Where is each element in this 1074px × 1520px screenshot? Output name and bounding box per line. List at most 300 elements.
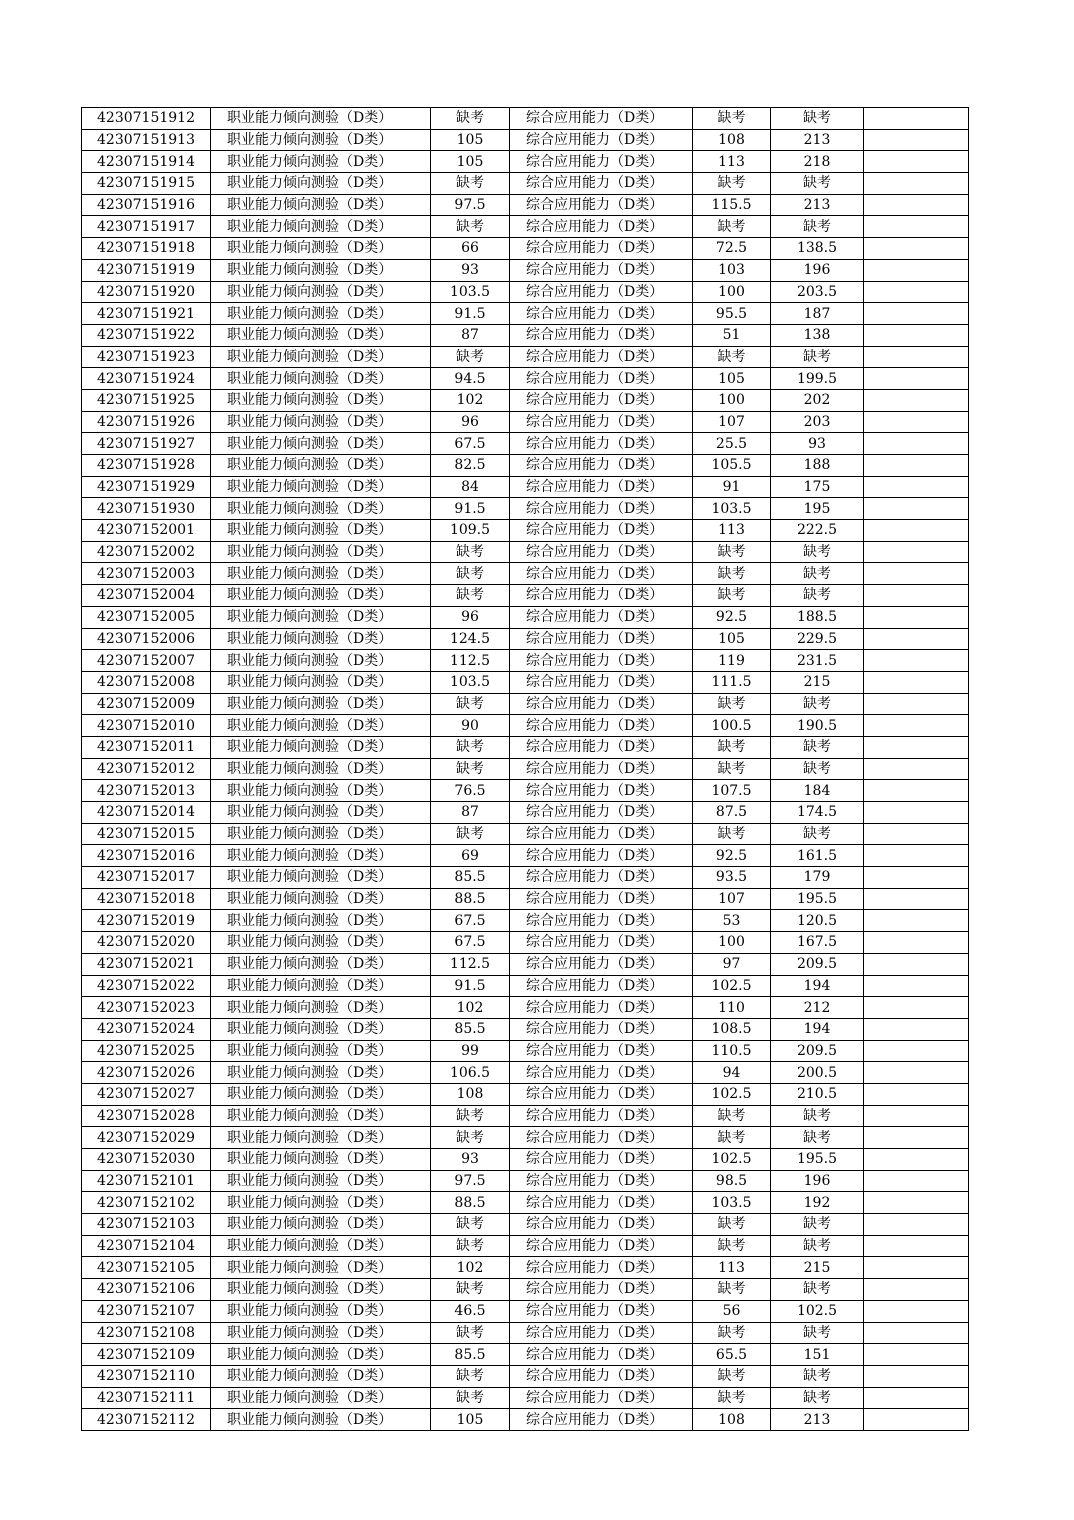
exam-id-cell: 42307151913: [82, 129, 211, 151]
exam-id-cell: 42307151930: [82, 498, 211, 520]
subject-b-cell: 综合应用能力（D类）: [510, 758, 693, 780]
subject-a-cell: 职业能力倾向测验（D类）: [211, 1344, 431, 1366]
exam-id-cell: 42307152101: [82, 1170, 211, 1192]
exam-id-cell: 42307152107: [82, 1300, 211, 1322]
table-row: [82, 1322, 969, 1344]
total-score-cell: 212: [771, 997, 864, 1019]
subject-a-cell: 职业能力倾向测验（D类）: [211, 693, 431, 715]
subject-b-cell: 综合应用能力（D类）: [510, 1105, 693, 1127]
exam-id-cell: 42307152109: [82, 1344, 211, 1366]
subject-b-cell: 综合应用能力（D类）: [510, 1192, 693, 1214]
exam-id-cell: 42307152026: [82, 1062, 211, 1084]
note-cell: [864, 780, 969, 802]
score-b-cell: 缺考: [693, 1105, 771, 1127]
subject-a-cell: 职业能力倾向测验（D类）: [211, 650, 431, 672]
score-a-cell: 108: [431, 1083, 510, 1105]
total-score-cell: 缺考: [771, 563, 864, 585]
total-score-cell: 167.5: [771, 932, 864, 954]
score-a-cell: 87: [431, 324, 510, 346]
subject-a-cell: 职业能力倾向测验（D类）: [211, 802, 431, 824]
subject-a-cell: 职业能力倾向测验（D类）: [211, 541, 431, 563]
score-a-cell: 99: [431, 1040, 510, 1062]
score-b-cell: 缺考: [693, 1235, 771, 1257]
score-b-cell: 102.5: [693, 1083, 771, 1105]
note-cell: [864, 129, 969, 151]
table-row: [82, 758, 969, 780]
table-row: [82, 910, 969, 932]
table-row: [82, 585, 969, 607]
subject-b-cell: 综合应用能力（D类）: [510, 129, 693, 151]
note-cell: [864, 1127, 969, 1149]
table-row: [82, 498, 969, 520]
score-b-cell: 87.5: [693, 802, 771, 824]
table-row: [82, 802, 969, 824]
score-a-cell: 106.5: [431, 1062, 510, 1084]
score-a-cell: 缺考: [431, 1322, 510, 1344]
note-cell: [864, 650, 969, 672]
total-score-cell: 缺考: [771, 585, 864, 607]
table-row: [82, 476, 969, 498]
score-b-cell: 72.5: [693, 238, 771, 260]
exam-id-cell: 42307152108: [82, 1322, 211, 1344]
subject-b-cell: 综合应用能力（D类）: [510, 671, 693, 693]
subject-b-cell: 综合应用能力（D类）: [510, 932, 693, 954]
score-b-cell: 53: [693, 910, 771, 932]
subject-b-cell: 综合应用能力（D类）: [510, 693, 693, 715]
subject-a-cell: 职业能力倾向测验（D类）: [211, 845, 431, 867]
note-cell: [864, 389, 969, 411]
total-score-cell: 213: [771, 1409, 864, 1431]
total-score-cell: 222.5: [771, 520, 864, 542]
total-score-cell: 215: [771, 671, 864, 693]
table-row: [82, 671, 969, 693]
table-row: [82, 1387, 969, 1409]
score-b-cell: 缺考: [693, 108, 771, 130]
score-a-cell: 88.5: [431, 1192, 510, 1214]
subject-a-cell: 职业能力倾向测验（D类）: [211, 303, 431, 325]
table-row: [82, 932, 969, 954]
score-b-cell: 缺考: [693, 585, 771, 607]
subject-a-cell: 职业能力倾向测验（D类）: [211, 259, 431, 281]
table-row: [82, 368, 969, 390]
total-score-cell: 187: [771, 303, 864, 325]
note-cell: [864, 194, 969, 216]
subject-b-cell: 综合应用能力（D类）: [510, 606, 693, 628]
table-row: [82, 411, 969, 433]
subject-b-cell: 综合应用能力（D类）: [510, 108, 693, 130]
exam-id-cell: 42307151927: [82, 433, 211, 455]
note-cell: [864, 498, 969, 520]
subject-b-cell: 综合应用能力（D类）: [510, 845, 693, 867]
total-score-cell: 175: [771, 476, 864, 498]
score-a-cell: 缺考: [431, 1387, 510, 1409]
score-a-cell: 88.5: [431, 888, 510, 910]
score-a-cell: 124.5: [431, 628, 510, 650]
table-row: [82, 563, 969, 585]
score-table: [81, 107, 969, 1431]
total-score-cell: 215: [771, 1257, 864, 1279]
subject-a-cell: 职业能力倾向测验（D类）: [211, 281, 431, 303]
note-cell: [864, 1279, 969, 1301]
subject-a-cell: 职业能力倾向测验（D类）: [211, 1127, 431, 1149]
note-cell: [864, 151, 969, 173]
score-b-cell: 95.5: [693, 303, 771, 325]
subject-a-cell: 职业能力倾向测验（D类）: [211, 1257, 431, 1279]
score-b-cell: 25.5: [693, 433, 771, 455]
subject-b-cell: 综合应用能力（D类）: [510, 1365, 693, 1387]
table-row: [82, 650, 969, 672]
subject-b-cell: 综合应用能力（D类）: [510, 1214, 693, 1236]
score-b-cell: 107: [693, 411, 771, 433]
exam-id-cell: 42307151923: [82, 346, 211, 368]
score-a-cell: 105: [431, 1409, 510, 1431]
note-cell: [864, 324, 969, 346]
score-a-cell: 94.5: [431, 368, 510, 390]
subject-a-cell: 职业能力倾向测验（D类）: [211, 1322, 431, 1344]
subject-b-cell: 综合应用能力（D类）: [510, 476, 693, 498]
table-row: [82, 346, 969, 368]
exam-id-cell: 42307152025: [82, 1040, 211, 1062]
note-cell: [864, 1257, 969, 1279]
score-b-cell: 缺考: [693, 1365, 771, 1387]
score-a-cell: 缺考: [431, 1127, 510, 1149]
score-a-cell: 96: [431, 411, 510, 433]
subject-a-cell: 职业能力倾向测验（D类）: [211, 736, 431, 758]
score-a-cell: 112.5: [431, 953, 510, 975]
subject-b-cell: 综合应用能力（D类）: [510, 411, 693, 433]
table-row: [82, 1300, 969, 1322]
subject-a-cell: 职业能力倾向测验（D类）: [211, 758, 431, 780]
subject-a-cell: 职业能力倾向测验（D类）: [211, 1192, 431, 1214]
score-a-cell: 102: [431, 389, 510, 411]
subject-b-cell: 综合应用能力（D类）: [510, 151, 693, 173]
note-cell: [864, 606, 969, 628]
total-score-cell: 缺考: [771, 1214, 864, 1236]
score-b-cell: 缺考: [693, 758, 771, 780]
score-a-cell: 84: [431, 476, 510, 498]
table-row: [82, 238, 969, 260]
note-cell: [864, 1040, 969, 1062]
note-cell: [864, 758, 969, 780]
score-a-cell: 85.5: [431, 1344, 510, 1366]
subject-b-cell: 综合应用能力（D类）: [510, 1149, 693, 1171]
total-score-cell: 缺考: [771, 823, 864, 845]
subject-b-cell: 综合应用能力（D类）: [510, 194, 693, 216]
subject-a-cell: 职业能力倾向测验（D类）: [211, 411, 431, 433]
total-score-cell: 190.5: [771, 715, 864, 737]
score-a-cell: 66: [431, 238, 510, 260]
score-b-cell: 103: [693, 259, 771, 281]
exam-id-cell: 42307152015: [82, 823, 211, 845]
exam-id-cell: 42307152007: [82, 650, 211, 672]
subject-b-cell: 综合应用能力（D类）: [510, 324, 693, 346]
score-b-cell: 97: [693, 953, 771, 975]
subject-a-cell: 职业能力倾向测验（D类）: [211, 1387, 431, 1409]
total-score-cell: 缺考: [771, 736, 864, 758]
table-row: [82, 1409, 969, 1431]
table-row: [82, 455, 969, 477]
score-a-cell: 91.5: [431, 975, 510, 997]
table-row: [82, 303, 969, 325]
table-row: [82, 520, 969, 542]
score-b-cell: 100: [693, 281, 771, 303]
subject-a-cell: 职业能力倾向测验（D类）: [211, 389, 431, 411]
total-score-cell: 缺考: [771, 1279, 864, 1301]
table-row: [82, 151, 969, 173]
note-cell: [864, 671, 969, 693]
subject-b-cell: 综合应用能力（D类）: [510, 736, 693, 758]
table-row: [82, 173, 969, 195]
exam-id-cell: 42307151922: [82, 324, 211, 346]
total-score-cell: 缺考: [771, 173, 864, 195]
score-a-cell: 缺考: [431, 823, 510, 845]
subject-a-cell: 职业能力倾向测验（D类）: [211, 194, 431, 216]
subject-b-cell: 综合应用能力（D类）: [510, 1387, 693, 1409]
score-b-cell: 108: [693, 1409, 771, 1431]
note-cell: [864, 932, 969, 954]
subject-b-cell: 综合应用能力（D类）: [510, 520, 693, 542]
subject-a-cell: 职业能力倾向测验（D类）: [211, 867, 431, 889]
total-score-cell: 202: [771, 389, 864, 411]
score-a-cell: 缺考: [431, 541, 510, 563]
note-cell: [864, 1018, 969, 1040]
note-cell: [864, 823, 969, 845]
note-cell: [864, 845, 969, 867]
score-a-cell: 85.5: [431, 1018, 510, 1040]
total-score-cell: 缺考: [771, 758, 864, 780]
table-row: [82, 693, 969, 715]
score-a-cell: 97.5: [431, 194, 510, 216]
subject-a-cell: 职业能力倾向测验（D类）: [211, 997, 431, 1019]
total-score-cell: 231.5: [771, 650, 864, 672]
subject-a-cell: 职业能力倾向测验（D类）: [211, 368, 431, 390]
table-row: [82, 129, 969, 151]
subject-b-cell: 综合应用能力（D类）: [510, 368, 693, 390]
note-cell: [864, 476, 969, 498]
exam-id-cell: 42307151917: [82, 216, 211, 238]
note-cell: [864, 910, 969, 932]
score-b-cell: 56: [693, 1300, 771, 1322]
score-b-cell: 110.5: [693, 1040, 771, 1062]
score-b-cell: 103.5: [693, 1192, 771, 1214]
total-score-cell: 188: [771, 455, 864, 477]
note-cell: [864, 736, 969, 758]
table-row: [82, 216, 969, 238]
score-b-cell: 缺考: [693, 693, 771, 715]
subject-a-cell: 职业能力倾向测验（D类）: [211, 1409, 431, 1431]
score-a-cell: 97.5: [431, 1170, 510, 1192]
total-score-cell: 192: [771, 1192, 864, 1214]
exam-id-cell: 42307152001: [82, 520, 211, 542]
score-b-cell: 91: [693, 476, 771, 498]
table-row: [82, 281, 969, 303]
exam-id-cell: 42307152022: [82, 975, 211, 997]
note-cell: [864, 997, 969, 1019]
subject-b-cell: 综合应用能力（D类）: [510, 780, 693, 802]
subject-b-cell: 综合应用能力（D类）: [510, 823, 693, 845]
note-cell: [864, 867, 969, 889]
table-row: [82, 953, 969, 975]
total-score-cell: 199.5: [771, 368, 864, 390]
score-b-cell: 51: [693, 324, 771, 346]
subject-b-cell: 综合应用能力（D类）: [510, 216, 693, 238]
score-a-cell: 102: [431, 1257, 510, 1279]
exam-id-cell: 42307151929: [82, 476, 211, 498]
score-b-cell: 92.5: [693, 845, 771, 867]
score-b-cell: 103.5: [693, 498, 771, 520]
total-score-cell: 210.5: [771, 1083, 864, 1105]
note-cell: [864, 802, 969, 824]
table-row: [82, 1018, 969, 1040]
score-a-cell: 缺考: [431, 173, 510, 195]
subject-a-cell: 职业能力倾向测验（D类）: [211, 1214, 431, 1236]
total-score-cell: 179: [771, 867, 864, 889]
score-a-cell: 缺考: [431, 736, 510, 758]
subject-a-cell: 职业能力倾向测验（D类）: [211, 823, 431, 845]
subject-a-cell: 职业能力倾向测验（D类）: [211, 780, 431, 802]
exam-id-cell: 42307152021: [82, 953, 211, 975]
subject-a-cell: 职业能力倾向测验（D类）: [211, 498, 431, 520]
exam-id-cell: 42307152112: [82, 1409, 211, 1431]
subject-b-cell: 综合应用能力（D类）: [510, 715, 693, 737]
score-b-cell: 缺考: [693, 1127, 771, 1149]
subject-b-cell: 综合应用能力（D类）: [510, 563, 693, 585]
subject-b-cell: 综合应用能力（D类）: [510, 433, 693, 455]
subject-b-cell: 综合应用能力（D类）: [510, 346, 693, 368]
total-score-cell: 缺考: [771, 541, 864, 563]
subject-a-cell: 职业能力倾向测验（D类）: [211, 1062, 431, 1084]
total-score-cell: 194: [771, 975, 864, 997]
subject-b-cell: 综合应用能力（D类）: [510, 910, 693, 932]
total-score-cell: 200.5: [771, 1062, 864, 1084]
score-b-cell: 缺考: [693, 1214, 771, 1236]
exam-id-cell: 42307152005: [82, 606, 211, 628]
subject-b-cell: 综合应用能力（D类）: [510, 1083, 693, 1105]
note-cell: [864, 238, 969, 260]
score-a-cell: 缺考: [431, 1235, 510, 1257]
total-score-cell: 102.5: [771, 1300, 864, 1322]
total-score-cell: 缺考: [771, 1365, 864, 1387]
score-a-cell: 112.5: [431, 650, 510, 672]
exam-id-cell: 42307152102: [82, 1192, 211, 1214]
subject-a-cell: 职业能力倾向测验（D类）: [211, 129, 431, 151]
note-cell: [864, 541, 969, 563]
exam-id-cell: 42307152008: [82, 671, 211, 693]
table-row: [82, 259, 969, 281]
subject-b-cell: 综合应用能力（D类）: [510, 1040, 693, 1062]
score-a-cell: 67.5: [431, 433, 510, 455]
subject-a-cell: 职业能力倾向测验（D类）: [211, 1040, 431, 1062]
score-a-cell: 91.5: [431, 498, 510, 520]
total-score-cell: 174.5: [771, 802, 864, 824]
note-cell: [864, 1105, 969, 1127]
score-a-cell: 缺考: [431, 585, 510, 607]
subject-b-cell: 综合应用能力（D类）: [510, 585, 693, 607]
score-a-cell: 87: [431, 802, 510, 824]
score-a-cell: 103.5: [431, 281, 510, 303]
subject-a-cell: 职业能力倾向测验（D类）: [211, 585, 431, 607]
exam-id-cell: 42307152019: [82, 910, 211, 932]
note-cell: [864, 715, 969, 737]
score-a-cell: 91.5: [431, 303, 510, 325]
score-a-cell: 46.5: [431, 1300, 510, 1322]
total-score-cell: 缺考: [771, 693, 864, 715]
total-score-cell: 195: [771, 498, 864, 520]
note-cell: [864, 1083, 969, 1105]
exam-id-cell: 42307152013: [82, 780, 211, 802]
score-b-cell: 107.5: [693, 780, 771, 802]
exam-id-cell: 42307152014: [82, 802, 211, 824]
total-score-cell: 218: [771, 151, 864, 173]
note-cell: [864, 173, 969, 195]
table-row: [82, 1149, 969, 1171]
subject-a-cell: 职业能力倾向测验（D类）: [211, 1105, 431, 1127]
score-b-cell: 105: [693, 368, 771, 390]
exam-id-cell: 42307151915: [82, 173, 211, 195]
score-a-cell: 93: [431, 1149, 510, 1171]
exam-id-cell: 42307152106: [82, 1279, 211, 1301]
table-row: [82, 389, 969, 411]
subject-b-cell: 综合应用能力（D类）: [510, 802, 693, 824]
subject-b-cell: 综合应用能力（D类）: [510, 1127, 693, 1149]
score-b-cell: 92.5: [693, 606, 771, 628]
subject-b-cell: 综合应用能力（D类）: [510, 1018, 693, 1040]
subject-b-cell: 综合应用能力（D类）: [510, 975, 693, 997]
total-score-cell: 138: [771, 324, 864, 346]
note-cell: [864, 693, 969, 715]
total-score-cell: 229.5: [771, 628, 864, 650]
table-row: [82, 997, 969, 1019]
exam-id-cell: 42307152012: [82, 758, 211, 780]
exam-id-cell: 42307151921: [82, 303, 211, 325]
score-b-cell: 102.5: [693, 1149, 771, 1171]
table-row: [82, 108, 969, 130]
table-row: [82, 845, 969, 867]
subject-b-cell: 综合应用能力（D类）: [510, 238, 693, 260]
total-score-cell: 196: [771, 1170, 864, 1192]
table-row: [82, 541, 969, 563]
subject-a-cell: 职业能力倾向测验（D类）: [211, 346, 431, 368]
score-b-cell: 100: [693, 932, 771, 954]
score-b-cell: 108.5: [693, 1018, 771, 1040]
total-score-cell: 213: [771, 194, 864, 216]
note-cell: [864, 1344, 969, 1366]
note-cell: [864, 346, 969, 368]
score-b-cell: 102.5: [693, 975, 771, 997]
subject-a-cell: 职业能力倾向测验（D类）: [211, 151, 431, 173]
exam-id-cell: 42307152111: [82, 1387, 211, 1409]
score-b-cell: 缺考: [693, 346, 771, 368]
table-row: [82, 1062, 969, 1084]
subject-b-cell: 综合应用能力（D类）: [510, 389, 693, 411]
subject-b-cell: 综合应用能力（D类）: [510, 1322, 693, 1344]
subject-a-cell: 职业能力倾向测验（D类）: [211, 1365, 431, 1387]
score-a-cell: 96: [431, 606, 510, 628]
subject-b-cell: 综合应用能力（D类）: [510, 303, 693, 325]
table-row: [82, 736, 969, 758]
exam-id-cell: 42307151925: [82, 389, 211, 411]
subject-b-cell: 综合应用能力（D类）: [510, 498, 693, 520]
exam-id-cell: 42307152104: [82, 1235, 211, 1257]
exam-id-cell: 42307151928: [82, 455, 211, 477]
score-b-cell: 113: [693, 520, 771, 542]
subject-a-cell: 职业能力倾向测验（D类）: [211, 715, 431, 737]
subject-a-cell: 职业能力倾向测验（D类）: [211, 953, 431, 975]
score-a-cell: 109.5: [431, 520, 510, 542]
exam-id-cell: 42307152020: [82, 932, 211, 954]
score-table-body: [82, 108, 969, 1431]
subject-b-cell: 综合应用能力（D类）: [510, 650, 693, 672]
